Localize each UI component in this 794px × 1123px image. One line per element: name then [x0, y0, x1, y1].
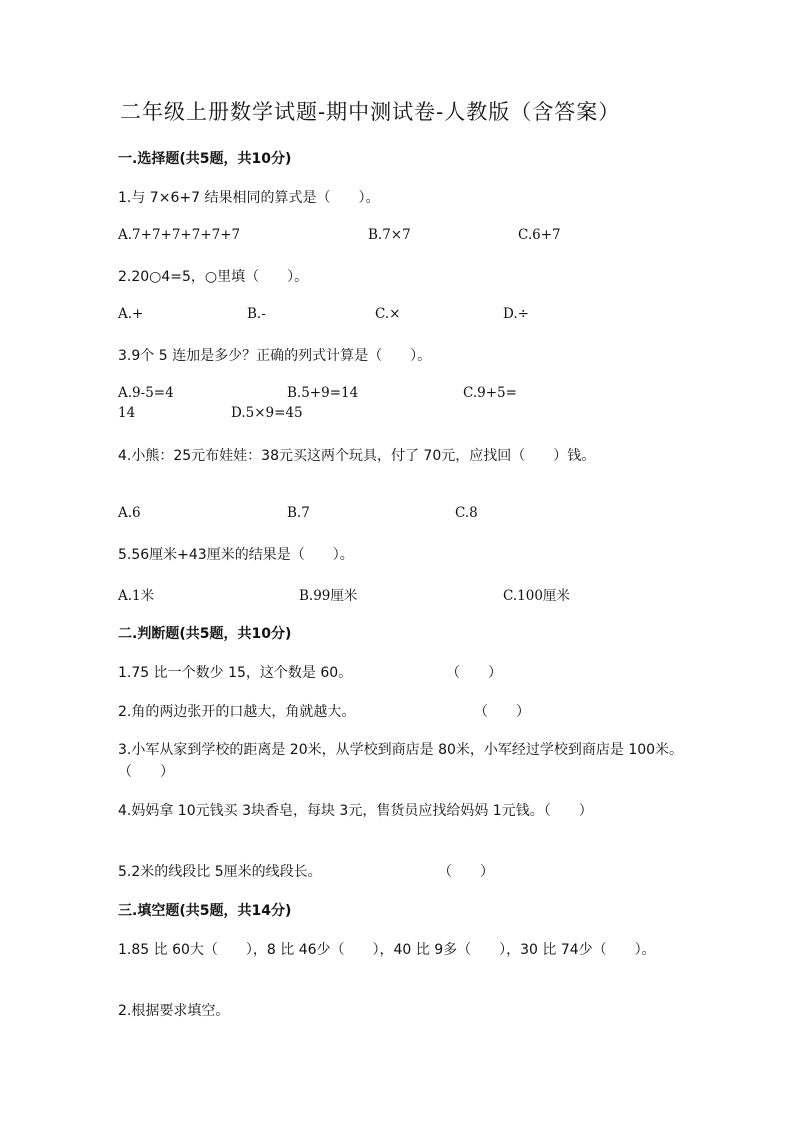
choice-q3-option-c: C.9+5=	[463, 385, 517, 401]
choice-q5-option-a: A.1米	[118, 588, 155, 604]
judge-q5-answer-paren: （ ）	[438, 864, 494, 880]
judge-q2-answer-paren: （ ）	[474, 704, 530, 720]
fill-q1: 1.85 比 60大（ ），8 比 46少（ ），40 比 9多（ ），30 比 74少（ ）。	[118, 942, 656, 958]
fill-q2: 2.根据要求填空。	[118, 1003, 230, 1019]
choice-q3-option-c-cont: 14	[118, 405, 136, 421]
choice-q1-option-b: B.7×7	[368, 227, 411, 243]
choice-q3-option-a: A.9-5=4	[118, 385, 174, 401]
judge-q4: 4.妈妈拿 10元钱买 3块香皂，每块 3元，售货员应找给妈妈 1元钱。（ ）	[118, 803, 593, 819]
choice-q4-option-b: B.7	[287, 505, 310, 521]
choice-q2-stem: 2.20○4=5，○里填（ ）。	[118, 269, 309, 285]
section-fill-heading: 三.填空题(共5题，共14分)	[118, 903, 292, 919]
choice-q5-option-c: C.100厘米	[503, 588, 570, 604]
choice-q5-option-b: B.99厘米	[299, 588, 358, 604]
choice-q5-stem: 5.56厘米+43厘米的结果是（ ）。	[118, 547, 354, 563]
choice-q4-option-c: C.8	[455, 505, 478, 521]
judge-q2: 2.角的两边张开的口越大，角就越大。	[118, 704, 356, 720]
judge-q3: 3.小军从家到学校的距离是 20米，从学校到商店是 80米，小军经过学校到商店是 100米。 （ ）	[118, 742, 705, 780]
section-choice-heading: 一.选择题(共5题，共10分)	[118, 151, 292, 167]
judge-q1-answer-paren: （ ）	[446, 665, 502, 681]
judge-q5: 5.2米的线段比 5厘米的线段长。	[118, 864, 322, 880]
choice-q4-option-a: A.6	[118, 505, 141, 521]
judge-q1: 1.75 比一个数少 15，这个数是 60。	[118, 665, 353, 681]
choice-q3-option-d: D.5×9=45	[231, 405, 303, 421]
choice-q3-option-b: B.5+9=14	[287, 385, 359, 401]
choice-q2-option-a: A.+	[118, 306, 144, 322]
choice-q2-option-c: C.×	[375, 306, 401, 322]
choice-q2-option-d: D.÷	[503, 306, 529, 322]
choice-q2-option-b: B.-	[247, 306, 266, 322]
page-title: 二年级上册数学试题-期中测试卷-人教版（含答案）	[120, 100, 621, 124]
choice-q1-option-c: C.6+7	[518, 227, 561, 243]
choice-q3-stem: 3.9个 5 连加是多少？正确的列式计算是（ ）。	[118, 348, 432, 364]
choice-q4-stem: 4.小熊：25元布娃娃：38元买这两个玩具，付了 70元，应找回（ ）钱。	[118, 448, 596, 464]
choice-q1-stem: 1.与 7×6+7 结果相同的算式是（ ）。	[118, 190, 380, 206]
section-judge-heading: 二.判断题(共5题，共10分)	[118, 626, 292, 642]
choice-q1-option-a: A.7+7+7+7+7+7	[118, 227, 241, 243]
